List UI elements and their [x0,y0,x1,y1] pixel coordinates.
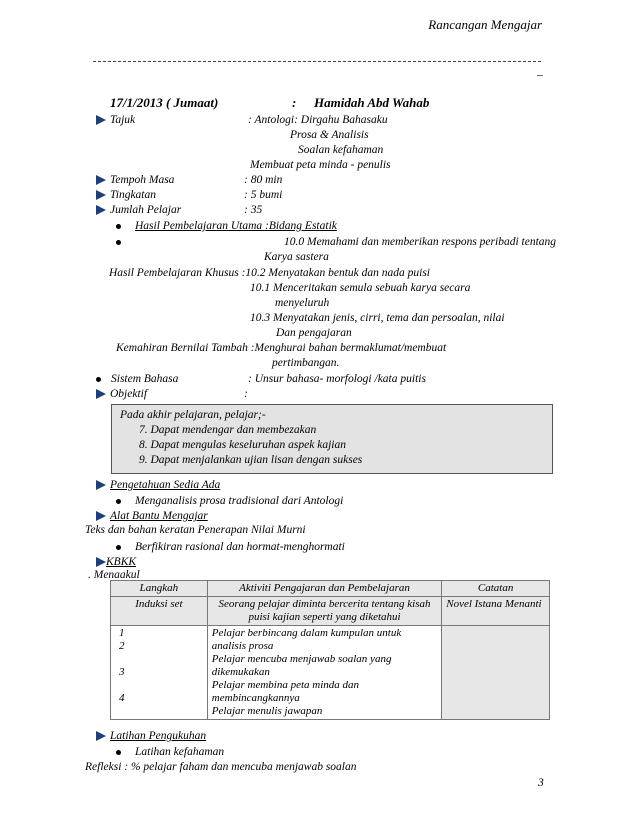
refleksi-text: Refleksi : % pelajar faham dan mencuba menjawab soalan [85,761,357,773]
sistem-value: : Unsur bahasa- morfologi /kata puitis [248,373,426,385]
hp-utama-item-1: 10.0 Memahami dan memberikan respons peribadi tentang [284,236,557,248]
triangle-bullet-icon [96,175,106,185]
tajuk-value-4: Membuat peta minda - penulis [250,159,391,171]
hp-utama-row [116,219,337,233]
tempoh-row [96,173,174,187]
alat-row [96,509,208,523]
kbkk-sub: . Menaakul [88,569,140,581]
activity-line: membincangkannya [211,692,300,704]
step-number [119,679,203,692]
hp-khusus-line-3: menyeluruh [275,297,330,309]
triangle-bullet-icon [96,115,106,125]
activity-line: Pelajar mencuba menjawab soalan yang [211,653,392,665]
induksi-catatan: Novel Istana Menanti [442,597,550,626]
document-header-title: Rancangan Mengajar [428,17,542,32]
alat-item [116,540,345,554]
kbt-line-1: Kemahiran Bernilai Tambah :Menghurai bahan bermaklumat/membuat [116,342,447,354]
jumlah-label: Jumlah Pelajar [110,204,182,216]
triangle-bullet-icon [96,389,106,399]
tingkatan-row [96,188,156,202]
column-header: Aktiviti Pengajaran dan Pembelajaran [207,581,441,597]
objektif-row [96,387,147,401]
round-bullet-icon [116,499,121,504]
latihan-row [96,729,206,743]
activity-line: Pelajar berbincang dalam kumpulan untuk [211,627,402,639]
step-number: 4 [119,692,125,704]
latihan-item-text: Latihan kefahaman [135,746,225,758]
latihan-label: Latihan Pengukuhan [110,730,207,742]
objektif-box [111,404,553,474]
jumlah-value: : 35 [244,204,263,216]
meta-colon: : [292,95,297,110]
lesson-date: 17/1/2013 ( Jumaat) [110,95,219,110]
round-bullet-icon [116,240,121,245]
round-bullet-icon [116,224,121,229]
round-bullet-icon [96,377,101,382]
pengetahuan-item [116,494,343,508]
hp-khusus-line-4: 10.3 Menyatakan jenis, cirri, tema dan persoalan, nilai [250,312,505,324]
kbkk-label: KBKK [106,556,137,568]
objektif-intro: Pada akhir pelajaran, pelajar;- [120,409,266,421]
triangle-bullet-icon [96,731,106,741]
triangle-bullet-icon [96,480,106,490]
objektif-label: Objektif [110,388,148,400]
triangle-bullet-icon [96,190,106,200]
step-number [119,653,203,666]
sistem-label: Sistem Bahasa [111,373,179,385]
triangle-bullet-icon [96,205,106,215]
tingkatan-label: Tingkatan [110,189,157,201]
objektif-item: 9. Dapat menjalankan ujian lisan dengan sukses [139,454,363,466]
induksi-langkah: Induksi set [111,597,208,626]
step-number [119,705,203,718]
header-rule [93,61,541,62]
round-bullet-icon [116,545,121,550]
tajuk-value-3: Soalan kefahaman [298,144,384,156]
alat-label: Alat Bantu Mengajar [110,510,208,522]
kbkk-row [96,555,136,569]
tingkatan-value: : 5 bumi [244,189,283,201]
column-header: Catatan [442,581,550,597]
pengetahuan-item-text: Menganalisis prosa tradisional dari Antologi [135,495,344,507]
activity-line: analisis prosa [211,640,274,652]
pengetahuan-label: Pengetahuan Sedia Ada [110,479,221,491]
page-number: 3 [538,777,544,789]
round-bullet-icon [116,750,121,755]
jumlah-row [96,203,181,217]
tajuk-label: Tajuk [110,114,136,126]
objektif-item: 8. Dapat mengulas keseluruhan aspek kajian [139,439,346,451]
table-row [111,597,550,626]
objektif-colon: : [244,388,248,400]
activities-cell [207,626,441,720]
tajuk-value-2: Prosa & Analisis [290,129,369,141]
induksi-aktiviti: Seorang pelajar diminta bercerita tentang kisah puisi kajian seperti yang diketahui [207,597,441,626]
step-number: 2 [119,640,125,652]
hp-utama-item-bullet [116,235,135,249]
tajuk-row [96,113,135,127]
table-header-row [111,581,550,597]
table-row [111,626,550,720]
catatan-cell [442,626,550,720]
hp-khusus-line-2: 10.1 Menceritakan semula sebuah karya secara [250,282,471,294]
hp-khusus-line-1: Hasil Pembelajaran Khusus :10.2 Menyatakan bentuk dan nada puisi [109,267,431,279]
step-number: 1 [119,627,125,639]
tempoh-label: Tempoh Masa [110,174,175,186]
header-dash: – [537,69,543,81]
lesson-steps-table [110,580,550,720]
activity-line: Pelajar menulis jawapan [211,705,323,717]
tempoh-value: : 80 min [244,174,283,186]
hp-utama-item-2: Karya sastera [264,251,329,263]
triangle-bullet-icon [96,511,106,521]
steps-cell [111,626,208,720]
activity-line: dikemukakan [211,666,270,678]
triangle-bullet-icon [96,557,106,567]
tajuk-value-1: : Antologi: Dirgahu Bahasaku [248,114,388,126]
hp-khusus-line-5: Dan pengajaran [276,327,352,339]
alat-item-text: Berfikiran rasional dan hormat-menghormati [135,541,345,553]
pengetahuan-row [96,478,220,492]
hp-utama-text: Hasil Pembelajaran Utama :Bidang Estatik [135,220,337,232]
sistem-row [96,372,178,386]
column-header: Langkah [111,581,208,597]
teacher-name: Hamidah Abd Wahab [314,95,430,110]
step-number: 3 [119,666,125,678]
kbt-line-2: pertimbangan. [272,357,340,369]
latihan-item [116,745,224,759]
objektif-item: 7. Dapat mendengar dan membezakan [139,424,317,436]
activity-line: Pelajar membina peta minda dan [211,679,360,691]
alat-text: Teks dan bahan keratan Penerapan Nilai Murni [85,524,306,536]
